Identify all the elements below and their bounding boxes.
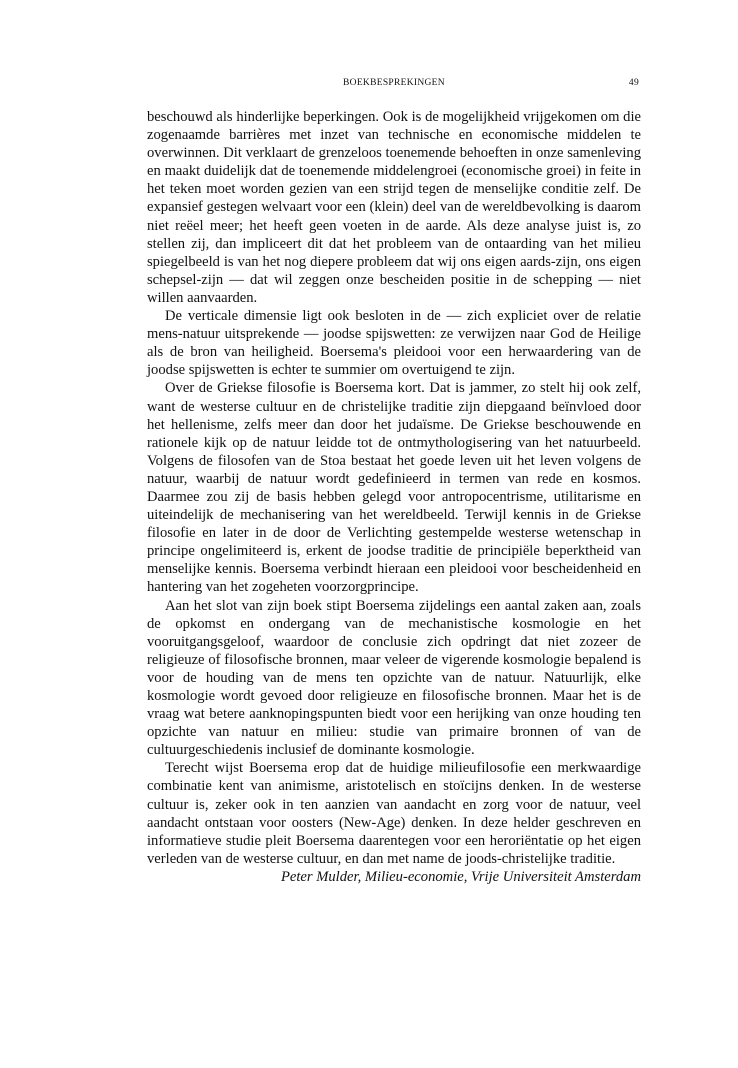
- running-head: [147, 78, 641, 94]
- reviewer-signature: Peter Mulder, Milieu-economie, Vrije Universiteit Amsterdam: [280, 868, 641, 885]
- running-title: BOEKBESPREKINGEN: [343, 78, 445, 88]
- paragraph-4: Aan het slot van zijn boek stipt Boersema zijdelings een aantal zaken aan, zoals de opkomst en ondergang van de mechanistische kosmologie en het vooruitgangsgeloof, waardoor de conclusie zich opdringt dat niet zozeer de religieuze of filosofische bronnen, maar veleer de vigerende kosmologie bepalend is voor de houding van de mens ten opzichte van de natuur. Natuurlijk, elke kosmologie wordt gevoed door religieuze en filosofische bronnen. Maar het is de vraag wat betere aanknopingspunten biedt voor een herijking van onze houding ten opzichte van natuur en milieu: studie van primaire bronnen of van de cultuurgeschiedenis inclusief de dominante kosmologie.: [147, 597, 641, 759]
- paragraph-5: Terecht wijst Boersema erop dat de huidige milieufilosofie een merkwaardige combinatie kent van animisme, aristotelisch en stoïcijns denken. In de westerse cultuur is, zeker ook in ten aanzien van aandacht en zorg voor de natuur, veel aandacht ontstaan voor oosters (New-Age) denken. In deze helder geschreven en informatieve studie pleit Boersema daarentegen voor een heroriëntatie op het eigen verleden van de westerse cultuur, en dan met name de joods-christelijke traditie.: [147, 760, 641, 867]
- paragraph-2: De verticale dimensie ligt ook besloten in de — zich expliciet over de relatie mens-natuur uitsprekende — joodse spijswetten: ze verwijzen naar God de Heilige als de bron van heiligheid. Boersema's pleidooi voor een herwaardering van de joodse spijswetten is echter te summier om overtuigend te zijn.: [147, 308, 641, 379]
- paragraph-3: Over de Griekse filosofie is Boersema kort. Dat is jammer, zo stelt hij ook zelf, want de westerse cultuur en de christelijke traditie zijn diepgaand beïnvloed door het hellenisme, zelfs meer dan door het judaïsme. De Griekse beschouwende en rationele kijk op de natuur leidde tot de ontmythologisering van het natuurbeeld. Volgens de filosofen van de Stoa bestaat het goede leven uit het leven volgens de natuur, waarbij de natuur wordt gedefinieerd in termen van rede en kosmos. Daarmee zou zij de basis hebben gelegd voor antropocentrisme, utilitarisme en uiteindelijk de mechanisering van het wereldbeeld. Terwijl kennis in de Griekse filosofie en later in de door de Verlichting gestempelde westerse wetenschap in principe ongelimiteerd is, erkent de joodse traditie de principiële beperktheid van menselijke kennis. Boersema verbindt hieraan een pleidooi voor bescheidenheid en hantering van het zogeheten voorzorgprincipe.: [147, 380, 641, 596]
- book-review-page: [147, 78, 641, 886]
- review-body: [147, 108, 641, 886]
- paragraph-1: beschouwd als hinderlijke beperkingen. Ook is de mogelijkheid vrijgekomen om die zogenaamde barrières met inzet van technische en economische middelen te overwinnen. Dit verklaart de grenzeloos toenemende behoeften in onze samenleving en maakt duidelijk dat de toenemende middelengroei (economische groei) in feite in het teken moet worden gezien van een strijd tegen de menselijke conditie zelf. De expansief gestegen welvaart voor een (klein) deel van de wereldbevolking is daarom niet reëel meer; het heeft geen voeten in de aarde. Als deze analyse juist is, zo stellen zij, dan impliceert dit dat het probleem van de ontaarding van het milieu spiegelbeeld is van het nog diepere probleem dat wij ons eigen aards-zijn, ons eigen schepsel-zijn — dat wil zeggen onze bescheiden positie in de schepping — niet willen aanvaarden.: [147, 109, 641, 306]
- page-number: 49: [628, 78, 639, 88]
